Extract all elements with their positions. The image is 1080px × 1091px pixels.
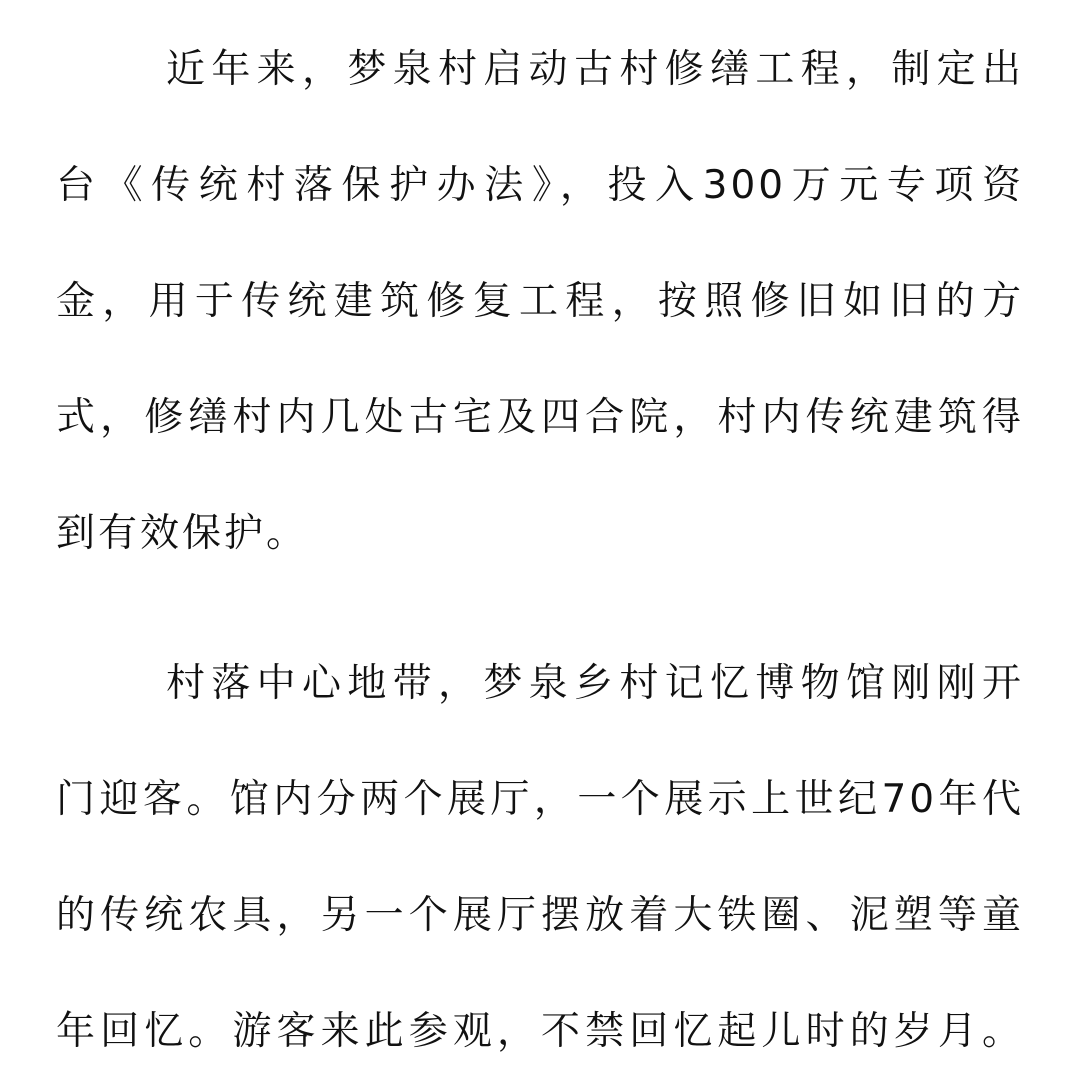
paragraph-line: 村落中心地带，梦泉乡村记忆博物馆刚刚开	[166, 661, 1024, 706]
paragraph-line: 门迎客。馆内分两个展厅，一个展示上世纪70年代	[56, 777, 1024, 822]
paragraph-line: 年回忆。游客来此参观，不禁回忆起儿时的岁月。	[56, 1009, 1024, 1054]
paragraph-line: 近年来，梦泉村启动古村修缮工程，制定出	[166, 47, 1024, 92]
paragraph-line: 金，用于传统建筑修复工程，按照修旧如旧的方	[56, 279, 1024, 324]
paragraph-line: 的传统农具，另一个展厅摆放着大铁圈、泥塑等童	[56, 893, 1024, 938]
paragraph-line: 到有效保护。	[56, 511, 309, 556]
paragraph-line: 式，修缮村内几处古宅及四合院，村内传统建筑得	[56, 395, 1024, 440]
paragraph-line: 台《传统村落保护办法》，投入300万元专项资	[56, 163, 1024, 208]
